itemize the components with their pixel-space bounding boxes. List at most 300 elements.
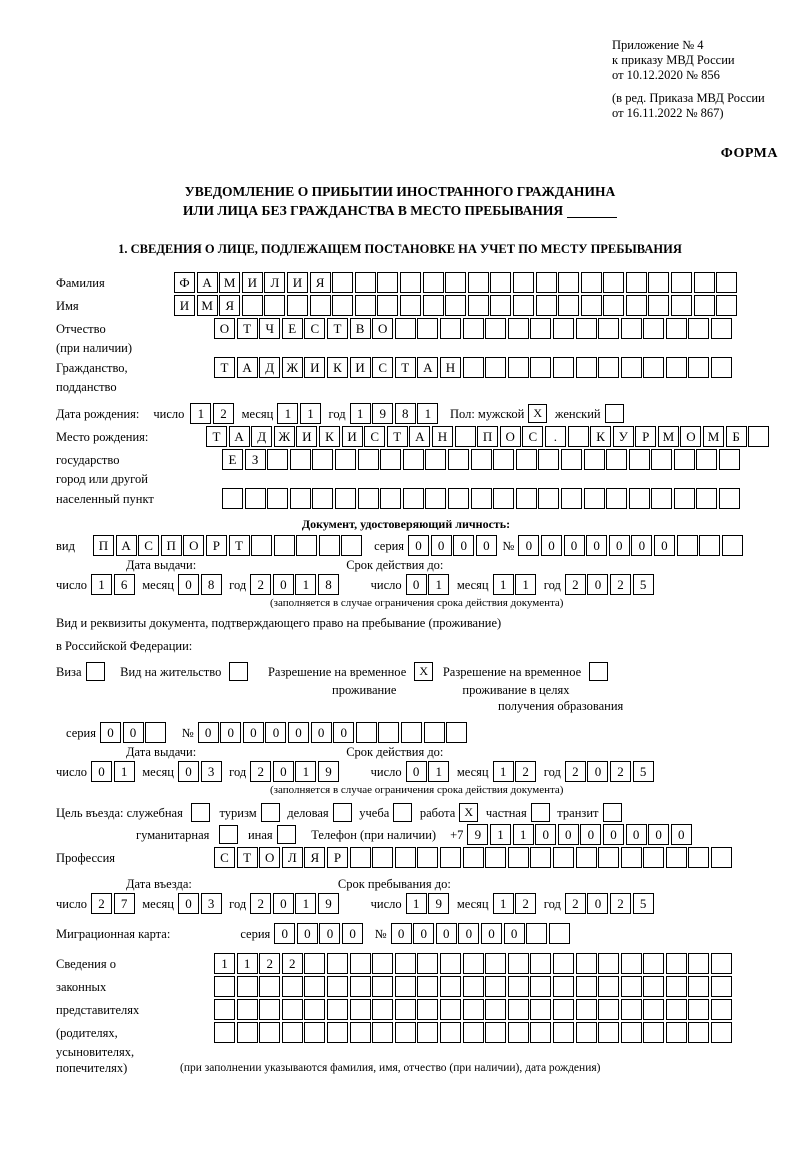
cell[interactable]: 2 bbox=[213, 403, 234, 424]
cell[interactable] bbox=[440, 999, 461, 1020]
cell[interactable] bbox=[581, 295, 602, 316]
cell[interactable] bbox=[581, 272, 602, 293]
cell[interactable] bbox=[603, 295, 624, 316]
cell[interactable]: 0 bbox=[198, 722, 219, 743]
cell[interactable] bbox=[643, 318, 664, 339]
cell[interactable] bbox=[688, 318, 709, 339]
cell[interactable]: 0 bbox=[436, 923, 457, 944]
cell[interactable] bbox=[264, 295, 285, 316]
cell[interactable] bbox=[290, 488, 311, 509]
legal-rep-line-2-input[interactable] bbox=[214, 976, 734, 997]
cell[interactable]: Е bbox=[282, 318, 303, 339]
birthplace-line-1-input[interactable] bbox=[206, 426, 771, 447]
cell[interactable] bbox=[463, 847, 484, 868]
cell[interactable] bbox=[643, 999, 664, 1020]
cell[interactable]: Р bbox=[206, 535, 227, 556]
temp-residence-checkbox[interactable] bbox=[414, 662, 435, 681]
phone-input[interactable] bbox=[467, 824, 693, 845]
cell[interactable] bbox=[716, 295, 737, 316]
cell[interactable] bbox=[282, 1022, 303, 1043]
cell[interactable]: Б bbox=[726, 426, 747, 447]
cell[interactable] bbox=[395, 999, 416, 1020]
cell[interactable] bbox=[222, 488, 243, 509]
cell[interactable] bbox=[598, 318, 619, 339]
purpose-service-checkbox[interactable] bbox=[191, 803, 212, 822]
cell[interactable] bbox=[508, 999, 529, 1020]
cell[interactable] bbox=[513, 272, 534, 293]
cell[interactable] bbox=[516, 488, 537, 509]
cell[interactable] bbox=[423, 295, 444, 316]
cell[interactable] bbox=[626, 295, 647, 316]
cell[interactable]: X bbox=[528, 404, 547, 423]
cell[interactable]: 8 bbox=[318, 574, 339, 595]
cell[interactable]: И bbox=[342, 426, 363, 447]
cell[interactable] bbox=[282, 999, 303, 1020]
cell[interactable] bbox=[259, 999, 280, 1020]
cell[interactable] bbox=[558, 272, 579, 293]
cell[interactable] bbox=[699, 535, 720, 556]
cell[interactable]: А bbox=[116, 535, 137, 556]
cell[interactable] bbox=[598, 953, 619, 974]
cell[interactable] bbox=[440, 1022, 461, 1043]
cell[interactable] bbox=[468, 295, 489, 316]
cell[interactable] bbox=[485, 847, 506, 868]
cell[interactable]: Т bbox=[214, 357, 235, 378]
cell[interactable]: О bbox=[372, 318, 393, 339]
cell[interactable]: 0 bbox=[265, 722, 286, 743]
cell[interactable]: 1 bbox=[300, 403, 321, 424]
cell[interactable] bbox=[538, 488, 559, 509]
surname-input[interactable] bbox=[174, 272, 739, 293]
cell[interactable]: 3 bbox=[201, 893, 222, 914]
cell[interactable] bbox=[310, 295, 331, 316]
cell[interactable]: З bbox=[245, 449, 266, 470]
cell[interactable]: 0 bbox=[476, 535, 497, 556]
cell[interactable] bbox=[493, 449, 514, 470]
cell[interactable]: Р bbox=[327, 847, 348, 868]
cell[interactable]: 0 bbox=[535, 824, 556, 845]
permit-issue-month-input[interactable] bbox=[178, 761, 223, 782]
cell[interactable]: 9 bbox=[428, 893, 449, 914]
cell[interactable] bbox=[716, 272, 737, 293]
cell[interactable] bbox=[332, 295, 353, 316]
cell[interactable] bbox=[485, 357, 506, 378]
cell[interactable] bbox=[568, 426, 589, 447]
migration-number-input[interactable] bbox=[391, 923, 572, 944]
cell[interactable]: М bbox=[658, 426, 679, 447]
cell[interactable] bbox=[350, 847, 371, 868]
cell[interactable]: О bbox=[214, 318, 235, 339]
cell[interactable] bbox=[603, 272, 624, 293]
cell[interactable] bbox=[395, 318, 416, 339]
cell[interactable] bbox=[648, 295, 669, 316]
cell[interactable] bbox=[372, 1022, 393, 1043]
cell[interactable] bbox=[372, 953, 393, 974]
cell[interactable] bbox=[553, 953, 574, 974]
cell[interactable] bbox=[327, 953, 348, 974]
cell[interactable]: 1 bbox=[417, 403, 438, 424]
cell[interactable] bbox=[251, 535, 272, 556]
cell[interactable] bbox=[719, 449, 740, 470]
cell[interactable] bbox=[471, 488, 492, 509]
cell[interactable] bbox=[621, 847, 642, 868]
cell[interactable] bbox=[312, 449, 333, 470]
cell[interactable]: Ф bbox=[174, 272, 195, 293]
cell[interactable]: 1 bbox=[406, 893, 427, 914]
cell[interactable]: А bbox=[417, 357, 438, 378]
cell[interactable]: К bbox=[327, 357, 348, 378]
permit-valid-day-input[interactable] bbox=[406, 761, 451, 782]
cell[interactable] bbox=[395, 953, 416, 974]
cell[interactable]: И bbox=[350, 357, 371, 378]
cell[interactable] bbox=[425, 488, 446, 509]
cell[interactable]: 0 bbox=[178, 893, 199, 914]
cell[interactable]: 1 bbox=[350, 403, 371, 424]
cell[interactable]: X bbox=[459, 803, 478, 822]
cell[interactable] bbox=[229, 662, 248, 681]
cell[interactable] bbox=[237, 976, 258, 997]
cell[interactable] bbox=[219, 825, 238, 844]
cell[interactable] bbox=[214, 1022, 235, 1043]
cell[interactable]: О bbox=[259, 847, 280, 868]
cell[interactable]: У bbox=[613, 426, 634, 447]
cell[interactable]: С bbox=[138, 535, 159, 556]
cell[interactable] bbox=[722, 535, 743, 556]
cell[interactable]: К bbox=[590, 426, 611, 447]
cell[interactable] bbox=[621, 357, 642, 378]
cell[interactable] bbox=[666, 999, 687, 1020]
cell[interactable] bbox=[621, 999, 642, 1020]
permit-valid-month-input[interactable] bbox=[493, 761, 538, 782]
cell[interactable] bbox=[643, 1022, 664, 1043]
cell[interactable] bbox=[471, 449, 492, 470]
cell[interactable]: А bbox=[229, 426, 250, 447]
cell[interactable] bbox=[603, 803, 622, 822]
cell[interactable]: 1 bbox=[493, 893, 514, 914]
cell[interactable] bbox=[531, 803, 550, 822]
cell[interactable] bbox=[358, 488, 379, 509]
cell[interactable] bbox=[417, 976, 438, 997]
cell[interactable] bbox=[448, 449, 469, 470]
cell[interactable]: О bbox=[680, 426, 701, 447]
cell[interactable] bbox=[304, 953, 325, 974]
cell[interactable] bbox=[440, 976, 461, 997]
cell[interactable]: X bbox=[414, 662, 433, 681]
cell[interactable]: 1 bbox=[277, 403, 298, 424]
cell[interactable]: 2 bbox=[91, 893, 112, 914]
cell[interactable]: 0 bbox=[91, 761, 112, 782]
purpose-work-checkbox[interactable] bbox=[459, 803, 480, 822]
cell[interactable]: 0 bbox=[319, 923, 340, 944]
cell[interactable] bbox=[584, 488, 605, 509]
cell[interactable]: 2 bbox=[250, 574, 271, 595]
cell[interactable] bbox=[304, 976, 325, 997]
cell[interactable] bbox=[561, 449, 582, 470]
cell[interactable] bbox=[237, 1022, 258, 1043]
purpose-private-checkbox[interactable] bbox=[531, 803, 552, 822]
cell[interactable] bbox=[584, 449, 605, 470]
cell[interactable]: Е bbox=[222, 449, 243, 470]
doc-valid-day-input[interactable] bbox=[406, 574, 451, 595]
cell[interactable] bbox=[621, 953, 642, 974]
cell[interactable] bbox=[530, 847, 551, 868]
cell[interactable] bbox=[576, 847, 597, 868]
cell[interactable] bbox=[696, 449, 717, 470]
cell[interactable] bbox=[259, 1022, 280, 1043]
cell[interactable]: 0 bbox=[586, 535, 607, 556]
cell[interactable] bbox=[576, 318, 597, 339]
cell[interactable]: 0 bbox=[274, 923, 295, 944]
cell[interactable] bbox=[598, 357, 619, 378]
cell[interactable]: 2 bbox=[515, 761, 536, 782]
cell[interactable]: 1 bbox=[428, 761, 449, 782]
cell[interactable] bbox=[355, 272, 376, 293]
legal-rep-line-4-input[interactable] bbox=[214, 1022, 734, 1043]
cell[interactable] bbox=[674, 488, 695, 509]
name-input[interactable] bbox=[174, 295, 739, 316]
cell[interactable] bbox=[463, 357, 484, 378]
cell[interactable]: 1 bbox=[214, 953, 235, 974]
cell[interactable] bbox=[319, 535, 340, 556]
cell[interactable] bbox=[191, 803, 210, 822]
cell[interactable] bbox=[671, 272, 692, 293]
cell[interactable]: 0 bbox=[178, 761, 199, 782]
residence-permit-checkbox[interactable] bbox=[229, 662, 250, 681]
cell[interactable]: 0 bbox=[342, 923, 363, 944]
cell[interactable]: 0 bbox=[273, 574, 294, 595]
cell[interactable]: Д bbox=[251, 426, 272, 447]
cell[interactable]: Ж bbox=[274, 426, 295, 447]
cell[interactable] bbox=[648, 272, 669, 293]
cell[interactable]: 0 bbox=[580, 824, 601, 845]
doc-number-input[interactable] bbox=[518, 535, 744, 556]
cell[interactable]: 0 bbox=[458, 923, 479, 944]
sex-female-checkbox[interactable] bbox=[605, 404, 626, 423]
cell[interactable] bbox=[553, 847, 574, 868]
doc-issue-day-input[interactable] bbox=[91, 574, 136, 595]
cell[interactable] bbox=[145, 722, 166, 743]
doc-issue-month-input[interactable] bbox=[178, 574, 223, 595]
cell[interactable]: И bbox=[296, 426, 317, 447]
cell[interactable] bbox=[553, 318, 574, 339]
cell[interactable] bbox=[621, 318, 642, 339]
birth-month-input[interactable] bbox=[277, 403, 322, 424]
cell[interactable]: К bbox=[319, 426, 340, 447]
birth-year-input[interactable] bbox=[350, 403, 440, 424]
cell[interactable]: О bbox=[500, 426, 521, 447]
cell[interactable]: 0 bbox=[273, 761, 294, 782]
cell[interactable]: 1 bbox=[237, 953, 258, 974]
cell[interactable] bbox=[688, 999, 709, 1020]
cell[interactable] bbox=[598, 999, 619, 1020]
cell[interactable]: 0 bbox=[333, 722, 354, 743]
cell[interactable] bbox=[719, 488, 740, 509]
cell[interactable]: 0 bbox=[481, 923, 502, 944]
cell[interactable]: 2 bbox=[282, 953, 303, 974]
cell[interactable]: 2 bbox=[515, 893, 536, 914]
cell[interactable]: 1 bbox=[513, 824, 534, 845]
cell[interactable] bbox=[377, 272, 398, 293]
cell[interactable] bbox=[425, 449, 446, 470]
cell[interactable]: 1 bbox=[91, 574, 112, 595]
cell[interactable]: 0 bbox=[558, 824, 579, 845]
cell[interactable]: 1 bbox=[295, 893, 316, 914]
cell[interactable] bbox=[446, 722, 467, 743]
cell[interactable]: П bbox=[477, 426, 498, 447]
cell[interactable]: А bbox=[197, 272, 218, 293]
cell[interactable] bbox=[440, 847, 461, 868]
cell[interactable]: 2 bbox=[259, 953, 280, 974]
cell[interactable] bbox=[335, 488, 356, 509]
cell[interactable] bbox=[688, 976, 709, 997]
cell[interactable]: 1 bbox=[515, 574, 536, 595]
cell[interactable]: Л bbox=[282, 847, 303, 868]
cell[interactable]: В bbox=[350, 318, 371, 339]
cell[interactable]: 0 bbox=[603, 824, 624, 845]
cell[interactable]: 1 bbox=[114, 761, 135, 782]
cell[interactable]: 0 bbox=[654, 535, 675, 556]
cell[interactable] bbox=[711, 318, 732, 339]
cell[interactable]: 8 bbox=[395, 403, 416, 424]
cell[interactable] bbox=[666, 318, 687, 339]
cell[interactable] bbox=[380, 488, 401, 509]
cell[interactable] bbox=[598, 847, 619, 868]
cell[interactable]: 9 bbox=[467, 824, 488, 845]
cell[interactable] bbox=[401, 722, 422, 743]
cell[interactable] bbox=[403, 449, 424, 470]
cell[interactable] bbox=[423, 272, 444, 293]
cell[interactable] bbox=[606, 449, 627, 470]
cell[interactable]: 0 bbox=[671, 824, 692, 845]
birthplace-line-2-input[interactable] bbox=[222, 449, 742, 470]
cell[interactable] bbox=[403, 488, 424, 509]
cell[interactable] bbox=[245, 488, 266, 509]
cell[interactable] bbox=[530, 999, 551, 1020]
cell[interactable]: 0 bbox=[243, 722, 264, 743]
permit-valid-year-input[interactable] bbox=[565, 761, 655, 782]
cell[interactable] bbox=[688, 953, 709, 974]
cell[interactable]: 0 bbox=[297, 923, 318, 944]
legal-rep-line-1-input[interactable] bbox=[214, 953, 734, 974]
cell[interactable] bbox=[711, 847, 732, 868]
cell[interactable] bbox=[341, 535, 362, 556]
cell[interactable] bbox=[508, 357, 529, 378]
cell[interactable]: Т bbox=[229, 535, 250, 556]
cell[interactable] bbox=[711, 999, 732, 1020]
cell[interactable]: Д bbox=[259, 357, 280, 378]
stay-month-input[interactable] bbox=[493, 893, 538, 914]
cell[interactable] bbox=[327, 1022, 348, 1043]
cell[interactable] bbox=[516, 449, 537, 470]
cell[interactable] bbox=[490, 295, 511, 316]
cell[interactable] bbox=[355, 295, 376, 316]
cell[interactable] bbox=[417, 318, 438, 339]
cell[interactable]: 2 bbox=[610, 761, 631, 782]
cell[interactable]: 1 bbox=[490, 824, 511, 845]
doc-valid-year-input[interactable] bbox=[565, 574, 655, 595]
cell[interactable] bbox=[711, 1022, 732, 1043]
doc-issue-year-input[interactable] bbox=[250, 574, 340, 595]
cell[interactable] bbox=[485, 976, 506, 997]
cell[interactable] bbox=[424, 722, 445, 743]
cell[interactable] bbox=[576, 357, 597, 378]
cell[interactable]: 6 bbox=[114, 574, 135, 595]
cell[interactable]: 0 bbox=[408, 535, 429, 556]
permit-issue-day-input[interactable] bbox=[91, 761, 136, 782]
cell[interactable] bbox=[629, 449, 650, 470]
cell[interactable]: Т bbox=[206, 426, 227, 447]
cell[interactable] bbox=[553, 1022, 574, 1043]
cell[interactable]: 0 bbox=[587, 574, 608, 595]
entry-month-input[interactable] bbox=[178, 893, 223, 914]
cell[interactable] bbox=[666, 357, 687, 378]
permit-number-input[interactable] bbox=[198, 722, 469, 743]
cell[interactable] bbox=[304, 1022, 325, 1043]
cell[interactable]: 8 bbox=[201, 574, 222, 595]
cell[interactable]: 0 bbox=[453, 535, 474, 556]
cell[interactable]: 0 bbox=[504, 923, 525, 944]
cell[interactable] bbox=[643, 976, 664, 997]
cell[interactable]: П bbox=[161, 535, 182, 556]
cell[interactable]: А bbox=[409, 426, 430, 447]
cell[interactable]: 9 bbox=[318, 893, 339, 914]
cell[interactable] bbox=[455, 426, 476, 447]
permit-series-input[interactable] bbox=[100, 722, 168, 743]
purpose-humanitarian-checkbox[interactable] bbox=[219, 825, 240, 844]
cell[interactable] bbox=[711, 976, 732, 997]
cell[interactable] bbox=[643, 847, 664, 868]
cell[interactable]: С bbox=[364, 426, 385, 447]
entry-year-input[interactable] bbox=[250, 893, 340, 914]
cell[interactable]: И bbox=[287, 272, 308, 293]
cell[interactable]: И bbox=[304, 357, 325, 378]
cell[interactable] bbox=[350, 999, 371, 1020]
cell[interactable]: 0 bbox=[518, 535, 539, 556]
cell[interactable] bbox=[267, 488, 288, 509]
cell[interactable]: 0 bbox=[413, 923, 434, 944]
cell[interactable]: 0 bbox=[406, 761, 427, 782]
cell[interactable]: 0 bbox=[626, 824, 647, 845]
cell[interactable] bbox=[261, 803, 280, 822]
cell[interactable]: 2 bbox=[610, 574, 631, 595]
cell[interactable]: Н bbox=[432, 426, 453, 447]
cell[interactable]: 2 bbox=[565, 574, 586, 595]
cell[interactable] bbox=[440, 318, 461, 339]
cell[interactable] bbox=[605, 404, 624, 423]
cell[interactable]: Я bbox=[304, 847, 325, 868]
cell[interactable] bbox=[666, 1022, 687, 1043]
cell[interactable] bbox=[372, 976, 393, 997]
cell[interactable] bbox=[356, 722, 377, 743]
cell[interactable] bbox=[485, 953, 506, 974]
cell[interactable]: И bbox=[174, 295, 195, 316]
stay-year-input[interactable] bbox=[565, 893, 655, 914]
cell[interactable]: 0 bbox=[100, 722, 121, 743]
cell[interactable]: 1 bbox=[190, 403, 211, 424]
cell[interactable]: 0 bbox=[123, 722, 144, 743]
cell[interactable] bbox=[598, 976, 619, 997]
stay-day-input[interactable] bbox=[406, 893, 451, 914]
purpose-business-checkbox[interactable] bbox=[333, 803, 354, 822]
cell[interactable] bbox=[448, 488, 469, 509]
cell[interactable] bbox=[553, 976, 574, 997]
cell[interactable] bbox=[530, 953, 551, 974]
cell[interactable] bbox=[445, 272, 466, 293]
cell[interactable]: Л bbox=[264, 272, 285, 293]
cell[interactable]: Р bbox=[635, 426, 656, 447]
cell[interactable]: 0 bbox=[631, 535, 652, 556]
cell[interactable]: 2 bbox=[565, 893, 586, 914]
